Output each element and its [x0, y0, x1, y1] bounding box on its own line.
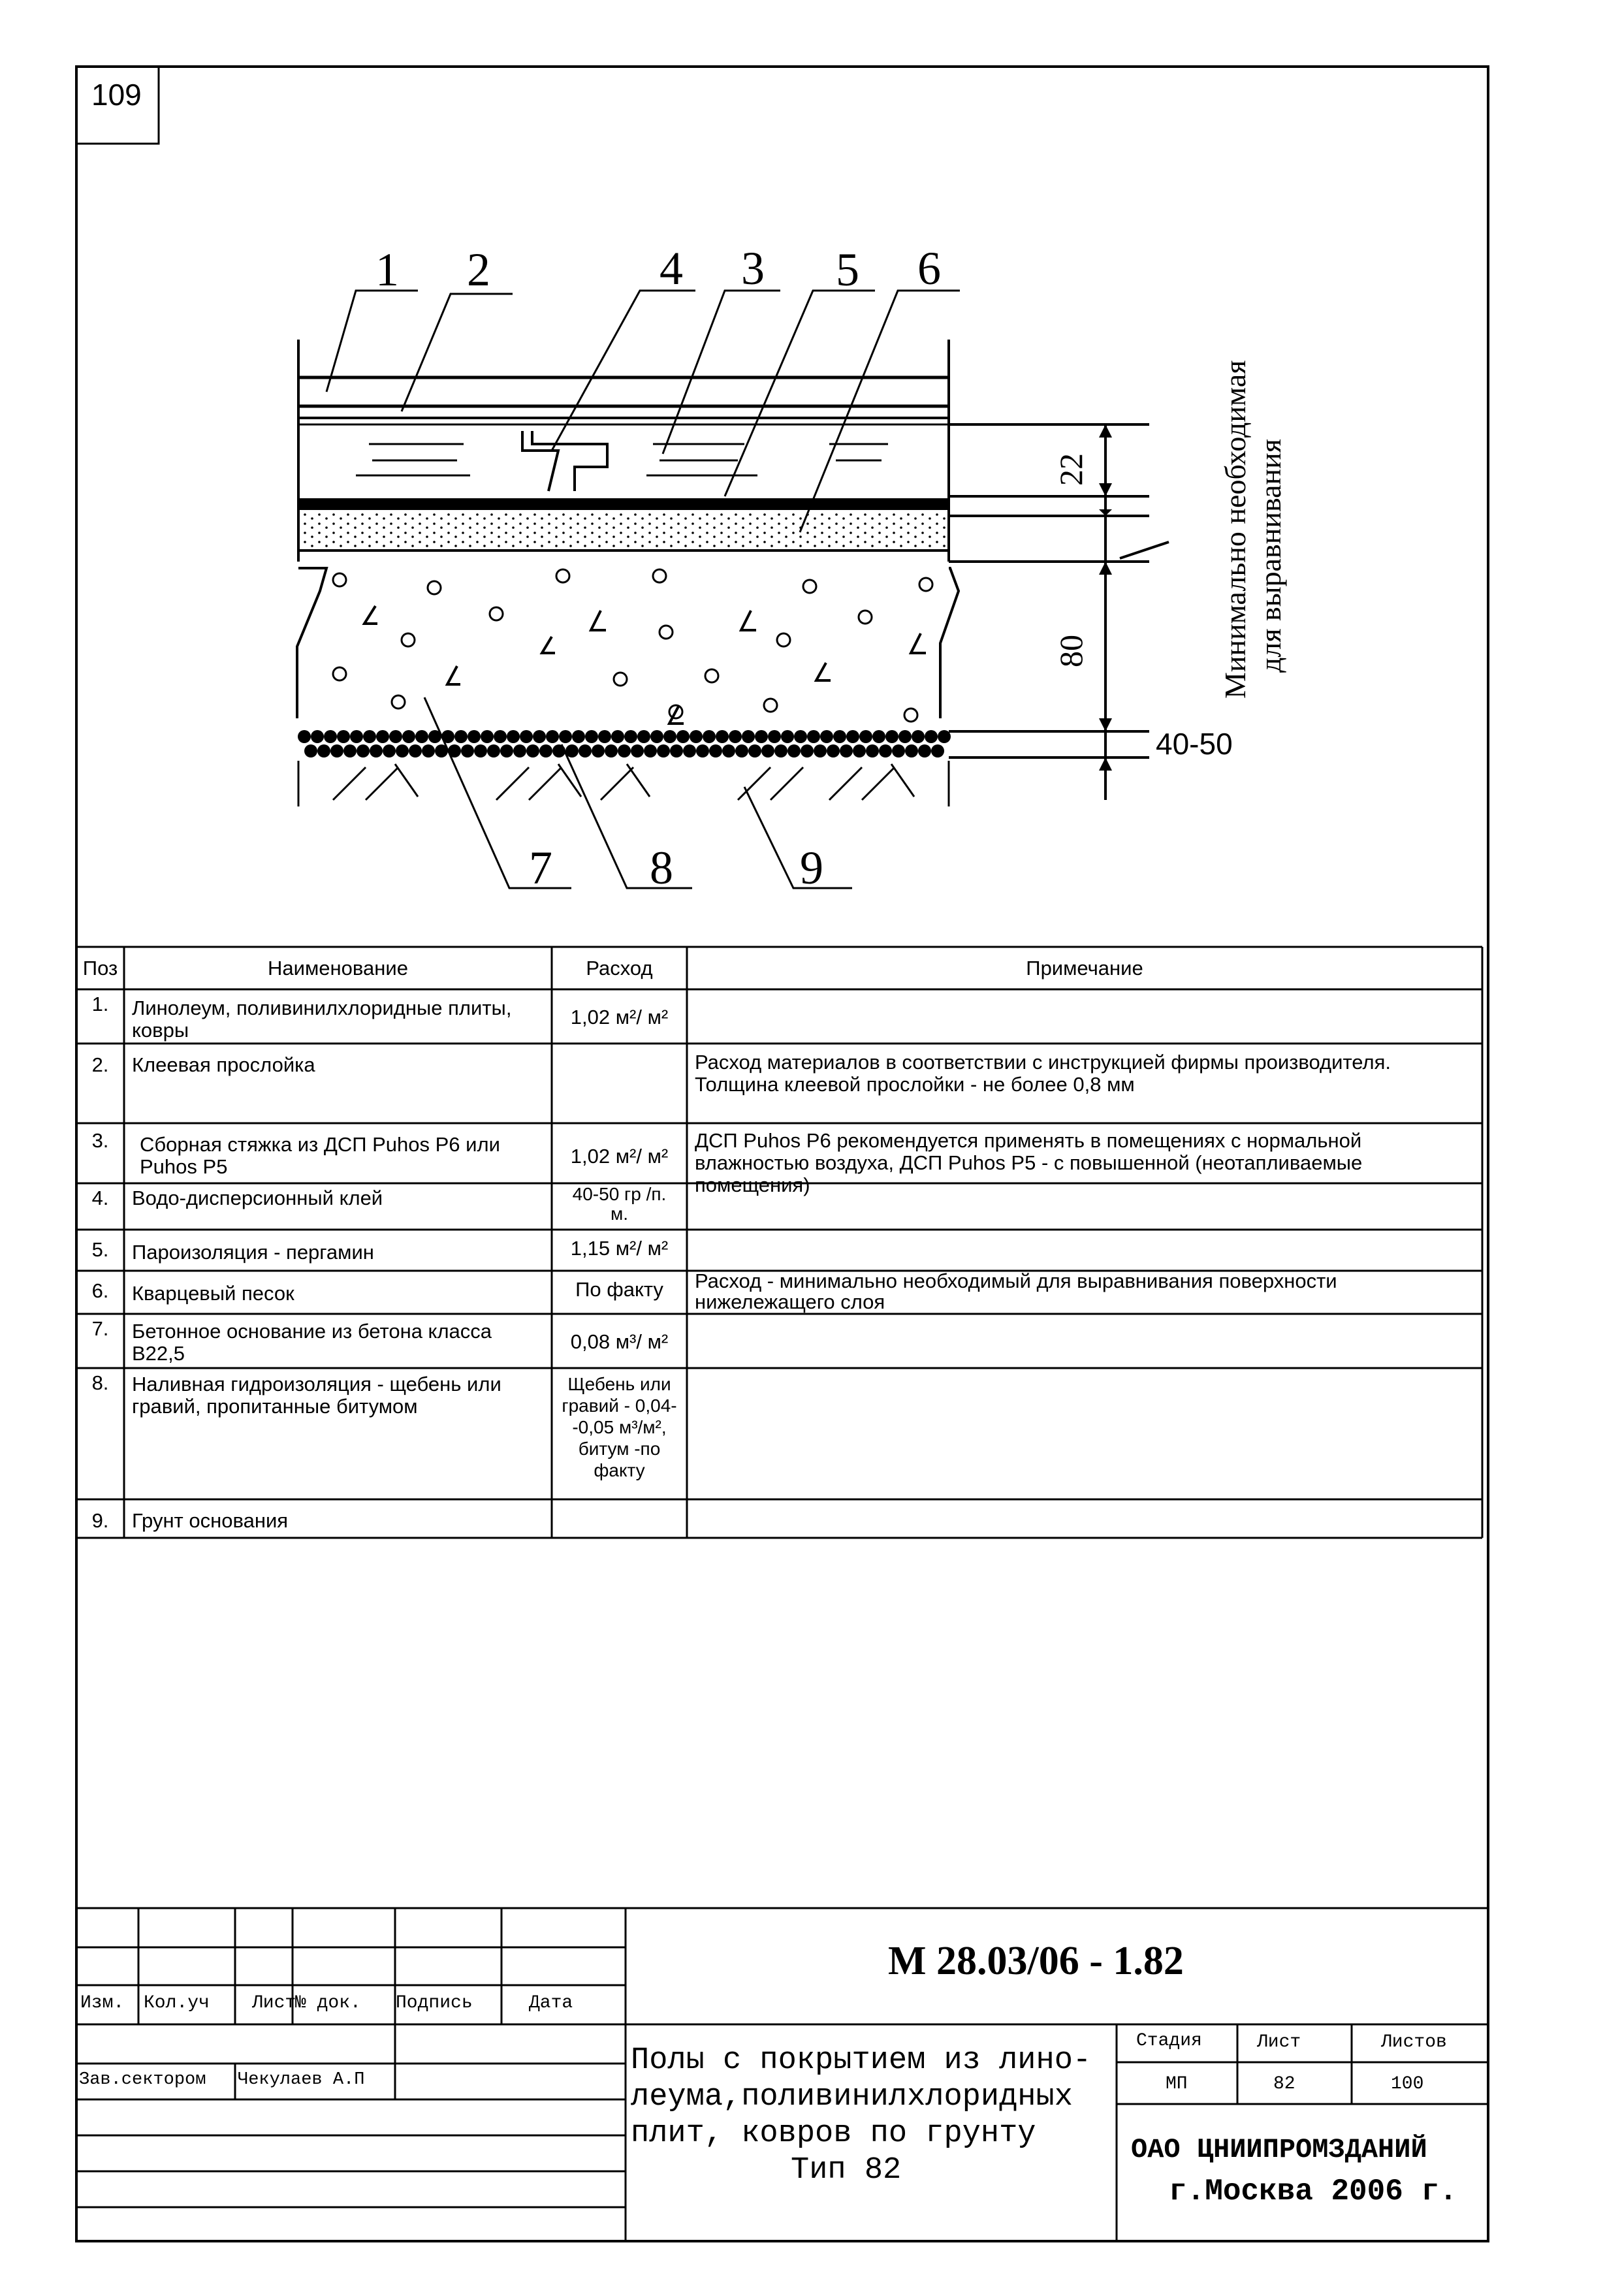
row-2-name: Клеевая прослойка: [132, 1053, 315, 1076]
gravel-stone: [605, 744, 618, 757]
gravel-stone: [343, 744, 357, 757]
column-kol-uch: Кол.уч: [144, 1993, 210, 2013]
header-name: Наименование: [268, 957, 408, 980]
gravel-stone: [663, 730, 676, 743]
row-2-pos: 2.: [91, 1053, 109, 1076]
gravel-stone: [716, 730, 729, 743]
row-9-note: [687, 1499, 1482, 1538]
column-signature: Подпись: [396, 1993, 473, 2013]
gravel-stone: [781, 730, 794, 743]
gravel-stone: [330, 744, 343, 757]
gravel-stone: [317, 744, 330, 757]
gravel-stone: [598, 730, 611, 743]
gravel-stone: [644, 744, 657, 757]
gravel-stone: [592, 744, 605, 757]
description-line-3: плит, ковров по грунту: [631, 2116, 1036, 2151]
gravel-stone: [631, 744, 644, 757]
sheets-value: 100: [1391, 2074, 1424, 2094]
vertical-note: [1218, 294, 1296, 699]
row-9-name: Грунт основания: [132, 1509, 289, 1532]
header-pos: Поз: [82, 957, 118, 980]
callout-9: 9: [800, 842, 823, 894]
callout-3: 3: [741, 242, 765, 295]
gravel-stone: [324, 730, 337, 743]
gravel-stone: [389, 730, 402, 743]
gravel-stone: [579, 744, 592, 757]
description-line-1: Полы с покрытием из лино-: [631, 2043, 1092, 2078]
row-1-name: Линолеум, поливинилхлоридные плиты, ковры: [132, 997, 512, 1042]
description-line-2: леума,поливинилхлоридных: [631, 2080, 1073, 2114]
gravel-stone: [814, 744, 827, 757]
row-5-note: [687, 1230, 1482, 1271]
row-6-name: Кварцевый песок: [132, 1282, 294, 1305]
gravel-stone: [742, 730, 755, 743]
gravel-stone: [618, 744, 631, 757]
gravel-stone: [520, 730, 533, 743]
row-5-pos: 5.: [91, 1238, 109, 1261]
gravel-stone: [494, 730, 507, 743]
gravel-stone: [774, 744, 787, 757]
gravel-stone: [670, 744, 683, 757]
person-name: Чекулаев А.П: [238, 2070, 365, 2090]
row-7-pos: 7.: [91, 1317, 109, 1340]
gravel-stone: [402, 730, 415, 743]
row-6-pos: 6.: [91, 1279, 109, 1302]
header-note: Примечание: [1026, 957, 1143, 980]
gravel-stone: [787, 744, 801, 757]
gravel-stone: [461, 744, 474, 757]
gravel-stone: [363, 730, 376, 743]
row-3-usage: 1,02 м²/ м²: [570, 1145, 669, 1168]
gravel-stone: [546, 730, 559, 743]
gravel-stone: [794, 730, 807, 743]
header-usage: Расход: [586, 957, 653, 980]
row-7-usage: 0,08 м³/ м²: [570, 1330, 669, 1353]
gravel-stone: [905, 744, 918, 757]
stage-label: Стадия: [1136, 2031, 1202, 2051]
gravel-stone: [892, 744, 905, 757]
column-doc-number: № док.: [295, 1993, 361, 2013]
gravel-stone: [383, 744, 396, 757]
row-6-note: Расход - минимально необходимый для выравнивания поверхности нижележащего слоя: [695, 1269, 1337, 1313]
gravel-stone: [500, 744, 513, 757]
gravel-stone: [311, 730, 324, 743]
callout-4: 4: [659, 242, 683, 295]
row-5-usage: 1,15 м²/ м²: [570, 1237, 669, 1260]
gravel-stone: [853, 744, 866, 757]
gravel-stone: [866, 744, 879, 757]
row-8-name: Наливная гидроизоляция - щебень или гравий, пропитанные битумом: [132, 1373, 501, 1418]
gravel-stone: [846, 730, 859, 743]
gravel-stone: [696, 744, 709, 757]
row-3-pos: 3.: [91, 1129, 109, 1152]
gravel-stone: [840, 744, 853, 757]
gravel-stone: [735, 744, 748, 757]
gravel-stone: [683, 744, 696, 757]
gravel-stone: [755, 730, 768, 743]
dimension-gravel: 40-50: [1156, 727, 1233, 761]
gravel-stone: [807, 730, 820, 743]
gravel-stone: [709, 744, 722, 757]
sheet-value: 82: [1273, 2074, 1295, 2094]
gravel-stone: [768, 730, 781, 743]
gravel-stone: [396, 744, 409, 757]
callout-7: 7: [529, 842, 552, 894]
sheets-label: Листов: [1381, 2032, 1447, 2052]
gravel-stone: [801, 744, 814, 757]
gravel-stone: [912, 730, 925, 743]
role-label: Зав.сектором: [79, 2070, 206, 2090]
document-code: М 28.03/06 - 1.82: [888, 1939, 1184, 1983]
gravel-stone: [722, 744, 735, 757]
dimension-screed: 22: [1053, 453, 1089, 486]
document-description: [631, 2043, 1114, 2189]
column-list: Лист: [252, 1993, 296, 2013]
row-8-pos: 8.: [91, 1371, 109, 1394]
gravel-stone: [885, 730, 898, 743]
gravel-stone: [304, 744, 317, 757]
row-7-name: Бетонное основание из бетона класса В22,5: [132, 1320, 492, 1365]
gravel-stone: [657, 744, 670, 757]
gravel-stone: [481, 730, 494, 743]
row-1-note: [687, 989, 1482, 1044]
row-3-name: Сборная стяжка из ДСП Puhos P6 или Puhos P5: [140, 1133, 500, 1178]
row-4-usage: 40-50 гр /п. м.: [572, 1184, 667, 1224]
description-type: Тип 82: [791, 2153, 902, 2188]
callout-5: 5: [836, 244, 859, 296]
vertical-note-line-1: Минимально необходимая: [1218, 360, 1252, 699]
callout-1: 1: [375, 244, 399, 296]
gravel-stone: [872, 730, 885, 743]
gravel-stone: [370, 744, 383, 757]
row-2-note: Расход материалов в соответствии с инструкцией фирмы производителя. Толщина клеевой прослойки - не более 0,8 мм: [695, 1051, 1391, 1096]
gravel-stone: [539, 744, 552, 757]
gravel-stone: [833, 730, 846, 743]
row-4-note: [687, 1183, 1482, 1230]
row-6-usage: По факту: [575, 1278, 663, 1301]
gravel-stone: [624, 730, 637, 743]
row-9-pos: 9.: [91, 1509, 109, 1532]
dimension-base: 80: [1053, 635, 1089, 667]
gravel-stone: [859, 730, 872, 743]
gravel-stone: [298, 730, 311, 743]
gravel-stone: [931, 744, 944, 757]
row-2-usage: [552, 1044, 687, 1123]
gravel-stone: [611, 730, 624, 743]
row-1-pos: 1.: [91, 993, 109, 1015]
gravel-stone: [729, 730, 742, 743]
gravel-stone: [572, 730, 585, 743]
gravel-stone: [637, 730, 650, 743]
gravel-stone: [898, 730, 912, 743]
gravel-stone: [409, 744, 422, 757]
row-4-name: Водо-дисперсионный клей: [132, 1187, 383, 1209]
organization-city: г.Москва 2006 г.: [1169, 2175, 1457, 2208]
gravel-stone: [533, 730, 546, 743]
gravel-stone: [376, 730, 389, 743]
gravel-stone: [690, 730, 703, 743]
row-4-pos: 4.: [91, 1187, 109, 1209]
gravel-stone: [585, 730, 598, 743]
gravel-stone: [337, 730, 350, 743]
gravel-stone: [513, 744, 526, 757]
gravel-stone: [454, 730, 468, 743]
column-izm: Изм.: [80, 1993, 125, 2013]
gravel-stone: [761, 744, 774, 757]
gravel-stone: [468, 730, 481, 743]
gravel-stone: [559, 730, 572, 743]
row-7-note: [687, 1314, 1482, 1368]
gravel-stone: [925, 730, 938, 743]
floor-section: [297, 291, 1169, 888]
gravel-stone: [415, 730, 428, 743]
row-5-name: Пароизоляция - пергамин: [132, 1241, 374, 1264]
stage-value: МП: [1166, 2074, 1188, 2094]
page-number: 109: [91, 78, 142, 112]
row-9-usage: [552, 1499, 687, 1538]
gravel-stone: [507, 730, 520, 743]
gravel-stone: [827, 744, 840, 757]
gravel-stone: [422, 744, 435, 757]
gravel-stone: [474, 744, 487, 757]
gravel-stone: [487, 744, 500, 757]
column-date: Дата: [529, 1993, 573, 2013]
gravel-stone: [820, 730, 833, 743]
gravel-stone: [650, 730, 663, 743]
row-8-note: [687, 1368, 1482, 1499]
callout-6: 6: [917, 242, 941, 295]
vertical-note-line-2: для выравнивания: [1254, 439, 1287, 673]
organization-name: ОАО ЦНИИПРОМЗДАНИЙ: [1131, 2134, 1427, 2165]
row-8-usage: Щебень или гравий - 0,04- -0,05 м³/м², битум -по факту: [562, 1374, 677, 1480]
row-3-note: ДСП Puhos P6 рекомендуется применять в помещениях с нормальной влажностью воздуха, ДСП Puhos P5 - с повышенной (неотапливаемые помещения): [695, 1129, 1363, 1196]
gravel-stone: [526, 744, 539, 757]
gravel-stone: [748, 744, 761, 757]
row-1-usage: 1,02 м²/ м²: [570, 1006, 669, 1028]
gravel-stone: [357, 744, 370, 757]
gravel-stone: [703, 730, 716, 743]
sheet-label: Лист: [1257, 2032, 1301, 2052]
callout-2: 2: [467, 244, 490, 296]
gravel-stone: [879, 744, 892, 757]
gravel-stone: [350, 730, 363, 743]
callout-8: 8: [650, 842, 673, 894]
gravel-stone: [918, 744, 931, 757]
gravel-stone: [676, 730, 690, 743]
